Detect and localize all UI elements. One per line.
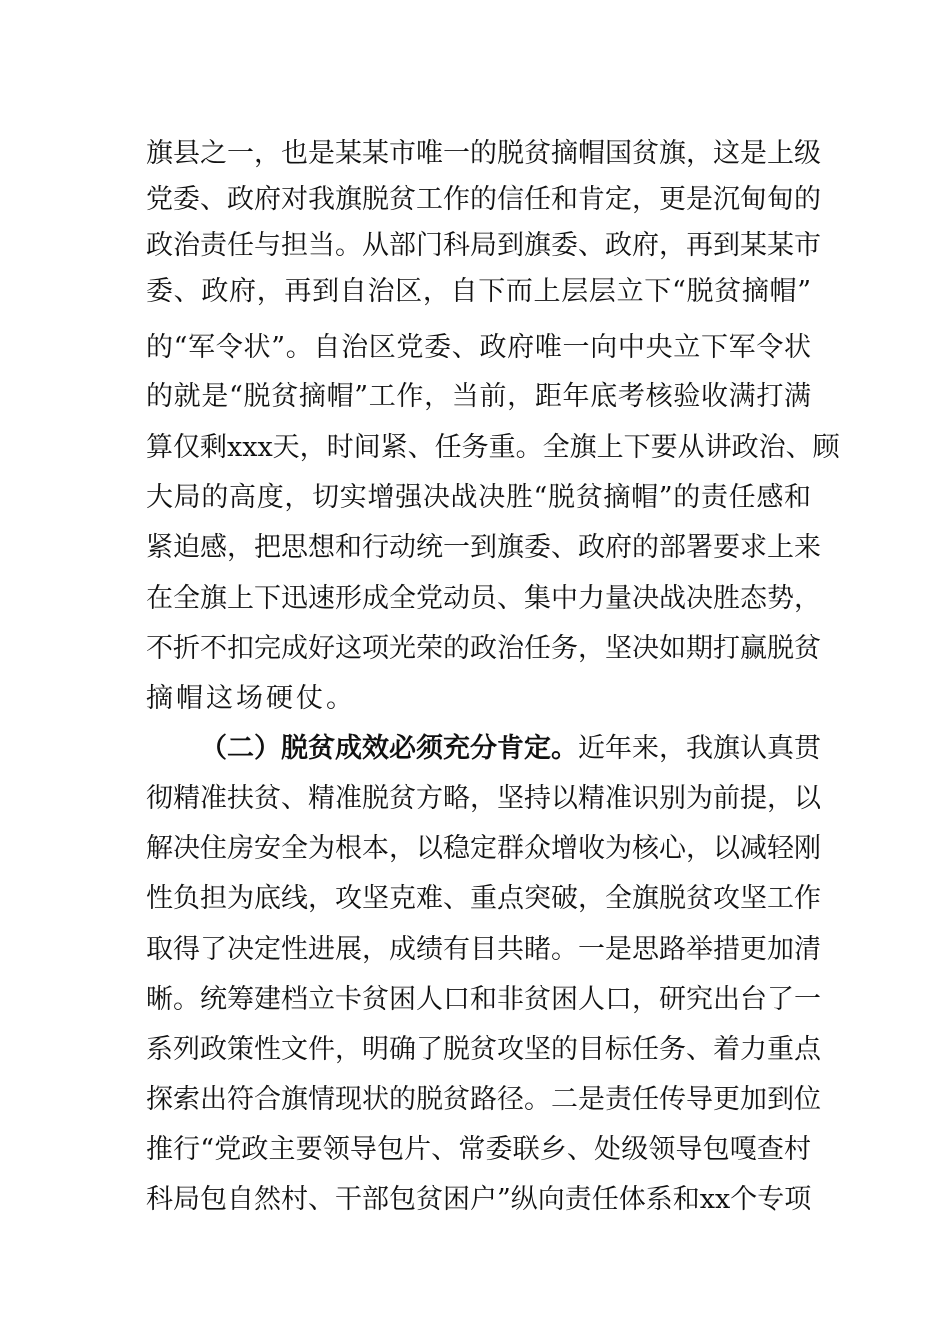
text-line: 推行“党政主要领导包片、常委联乡、处级领导包嘎查村: [146, 1134, 811, 1165]
text-line: 的“军令状”。自治区党委、政府唯一向中央立下军令状: [146, 332, 811, 363]
text-line: 政治责任与担当。从部门科局到旗委、政府，再到某某市: [146, 230, 821, 261]
text-line: 科局包自然村、干部包贫困户”纵向责任体系和xx个专项: [146, 1184, 812, 1215]
text-line: 系列政策性文件，明确了脱贫攻坚的目标任务、着力重点: [146, 1034, 821, 1065]
text-line-first: [200, 729, 821, 769]
text-line: 紧迫感，把思想和行动统一到旗委、政府的部署要求上来: [146, 532, 821, 563]
text-line: 取得了决定性进展，成绩有目共睹。一是思路举措更加清: [146, 934, 821, 965]
text-run: 近年来，我旗认真贯: [578, 733, 821, 764]
text-line: 性负担为底线，攻坚克难、重点突破，全旗脱贫攻坚工作: [146, 883, 821, 914]
text-line: 解决住房安全为根本，以稳定群众增收为核心，以减轻刚: [146, 833, 821, 864]
text-line: 算仅剩xxx天，时间紧、任务重。全旗上下要从讲政治、顾: [146, 432, 840, 463]
text-line: 探索出符合旗情现状的脱贫路径。二是责任传导更加到位: [146, 1084, 821, 1115]
text-line: 晰。统筹建档立卡贫困人口和非贫困人口，研究出台了一: [146, 984, 821, 1015]
text-line: 大局的高度，切实增强决战决胜“脱贫摘帽”的责任感和: [146, 482, 811, 513]
text-line: 党委、政府对我旗脱贫工作的信任和肯定，更是沉甸甸的: [146, 184, 821, 215]
text-line: 不折不扣完成好这项光荣的政治任务，坚决如期打赢脱贫: [146, 633, 821, 664]
text-line: 摘帽这场硬仗。: [146, 683, 356, 714]
text-line: 旗县之一，也是某某市唯一的脱贫摘帽国贫旗，这是上级: [146, 138, 821, 169]
text-line: 在全旗上下迅速形成全党动员、集中力量决战决胜态势，: [146, 583, 821, 614]
text-line: 委、政府，再到自治区，自下而上层层立下“脱贫摘帽”: [146, 276, 811, 307]
text-line: 的就是“脱贫摘帽”工作，当前，距年底考核验收满打满: [146, 381, 811, 412]
section-heading: （二）脱贫成效必须充分肯定。: [200, 733, 578, 764]
text-line: 彻精准扶贫、精准脱贫方略，坚持以精准识别为前提，以: [146, 783, 821, 814]
